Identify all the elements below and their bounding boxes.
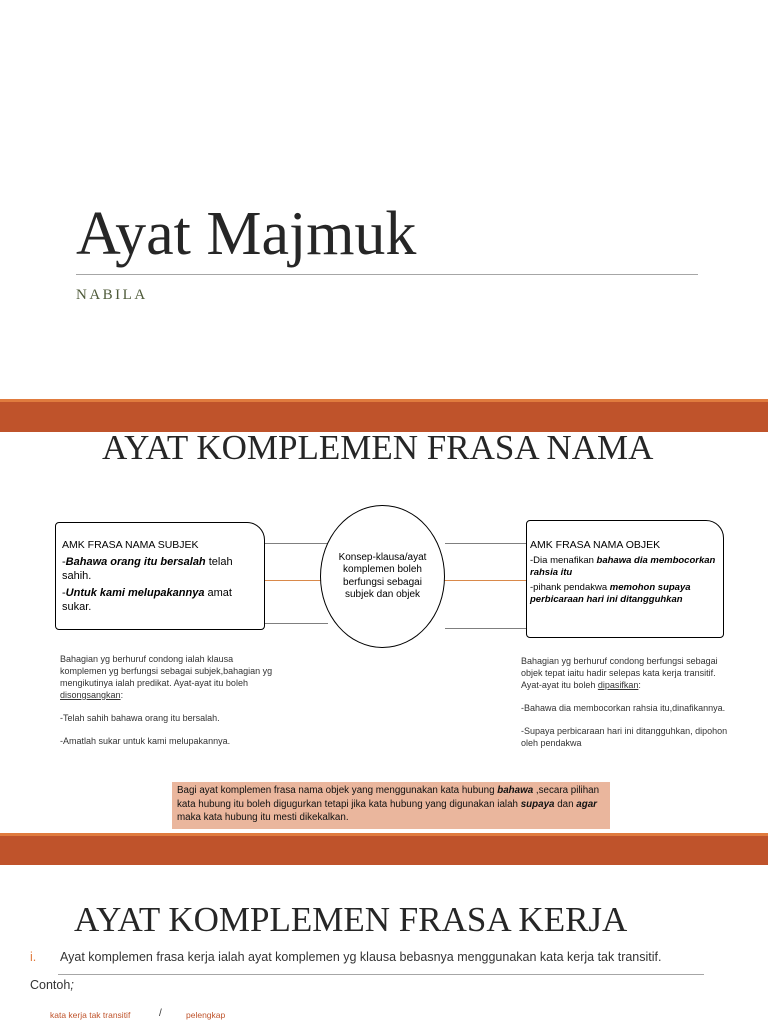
subject-explanation-text: Bahagian yg berhuruf condong ialah klausa komplemen yg berfungsi sebagai subjek,bahagian yg mengikutinya ialah predikat. Ayat-ayat itu boleh disongsangkan:: [60, 654, 273, 700]
slide3-divider: [58, 974, 704, 975]
object-example-2: -pihank pendakwa memohon supaya perbicaraan hari ini ditangguhkan: [530, 582, 691, 605]
object-example-1: -Dia menafikan bahawa dia membocorkan rahsia itu: [530, 555, 716, 578]
object-complement-box: [526, 520, 724, 638]
intransitive-verb-label: kata kerja tak transitif: [50, 1010, 131, 1020]
presentation-title: Ayat Majmuk: [76, 200, 417, 268]
connector-line: [262, 623, 328, 624]
connector-line: [443, 580, 527, 581]
list-number: i.: [30, 950, 37, 964]
definition-text: Ayat komplemen frasa kerja ialah ayat komplemen yg klausa bebasnya menggunakan kata kerja tak transitif.: [60, 950, 662, 964]
presentation-subtitle: NABILA: [76, 287, 148, 303]
title-divider: [76, 274, 698, 275]
subject-explanation: [60, 653, 282, 758]
concept-text: Konsep-klausa/ayat komplemen boleh berfungsi sebagai subjek dan objek: [338, 551, 427, 600]
slide-divider-bar: [0, 836, 768, 865]
object-box-heading: AMK FRASA NAMA OBJEK: [530, 539, 661, 551]
object-explanation: [521, 655, 731, 760]
subject-inverted-example-1: -Telah sahih bahawa orang itu bersalah.: [60, 713, 220, 723]
subject-inverted-example-2: -Amatlah sukar untuk kami melupakannya.: [60, 736, 231, 746]
subject-example-2: -Untuk kami melupakannya amat sukar.: [62, 587, 232, 613]
label-separator: /: [159, 1008, 162, 1019]
object-passive-example-2: -Supaya perbicaraan hari ini ditangguhkan, dipohon oleh pendakwa: [521, 726, 728, 748]
slide2-title: AYAT KOMPLEMEN FRASA NAMA: [102, 428, 654, 467]
subject-example-1: -Bahawa orang itu bersalah telah sahih.: [62, 556, 233, 582]
example-label: Contoh;: [30, 978, 74, 992]
connector-line: [262, 580, 322, 581]
complement-label: pelengkap: [186, 1010, 226, 1020]
connector-line: [445, 628, 527, 629]
connector-line: [445, 543, 527, 544]
subject-box-heading: AMK FRASA NAMA SUBJEK: [62, 539, 199, 551]
concept-circle: [320, 505, 445, 648]
slide3-title: AYAT KOMPLEMEN FRASA KERJA: [74, 900, 628, 939]
conjunction-note: Bagi ayat komplemen frasa nama objek yang menggunakan kata hubung bahawa ,secara pilihan kata hubung itu boleh digugurkan tetapi jika kata hubung yang digunakan ialah supaya dan agar maka kata hubung itu mesti dikekalkan.: [172, 782, 610, 829]
object-passive-example-1: -Bahawa dia membocorkan rahsia itu,dinafikannya.: [521, 703, 726, 713]
subject-complement-box: [55, 522, 265, 630]
object-explanation-text: Bahagian yg berhuruf condong berfungsi sebagai objek tepat iaitu hadir selepas kata kerja transitif. Ayat-ayat itu boleh dipasifkan:: [521, 656, 718, 690]
connector-line: [262, 543, 328, 544]
title-slide: [0, 0, 768, 400]
